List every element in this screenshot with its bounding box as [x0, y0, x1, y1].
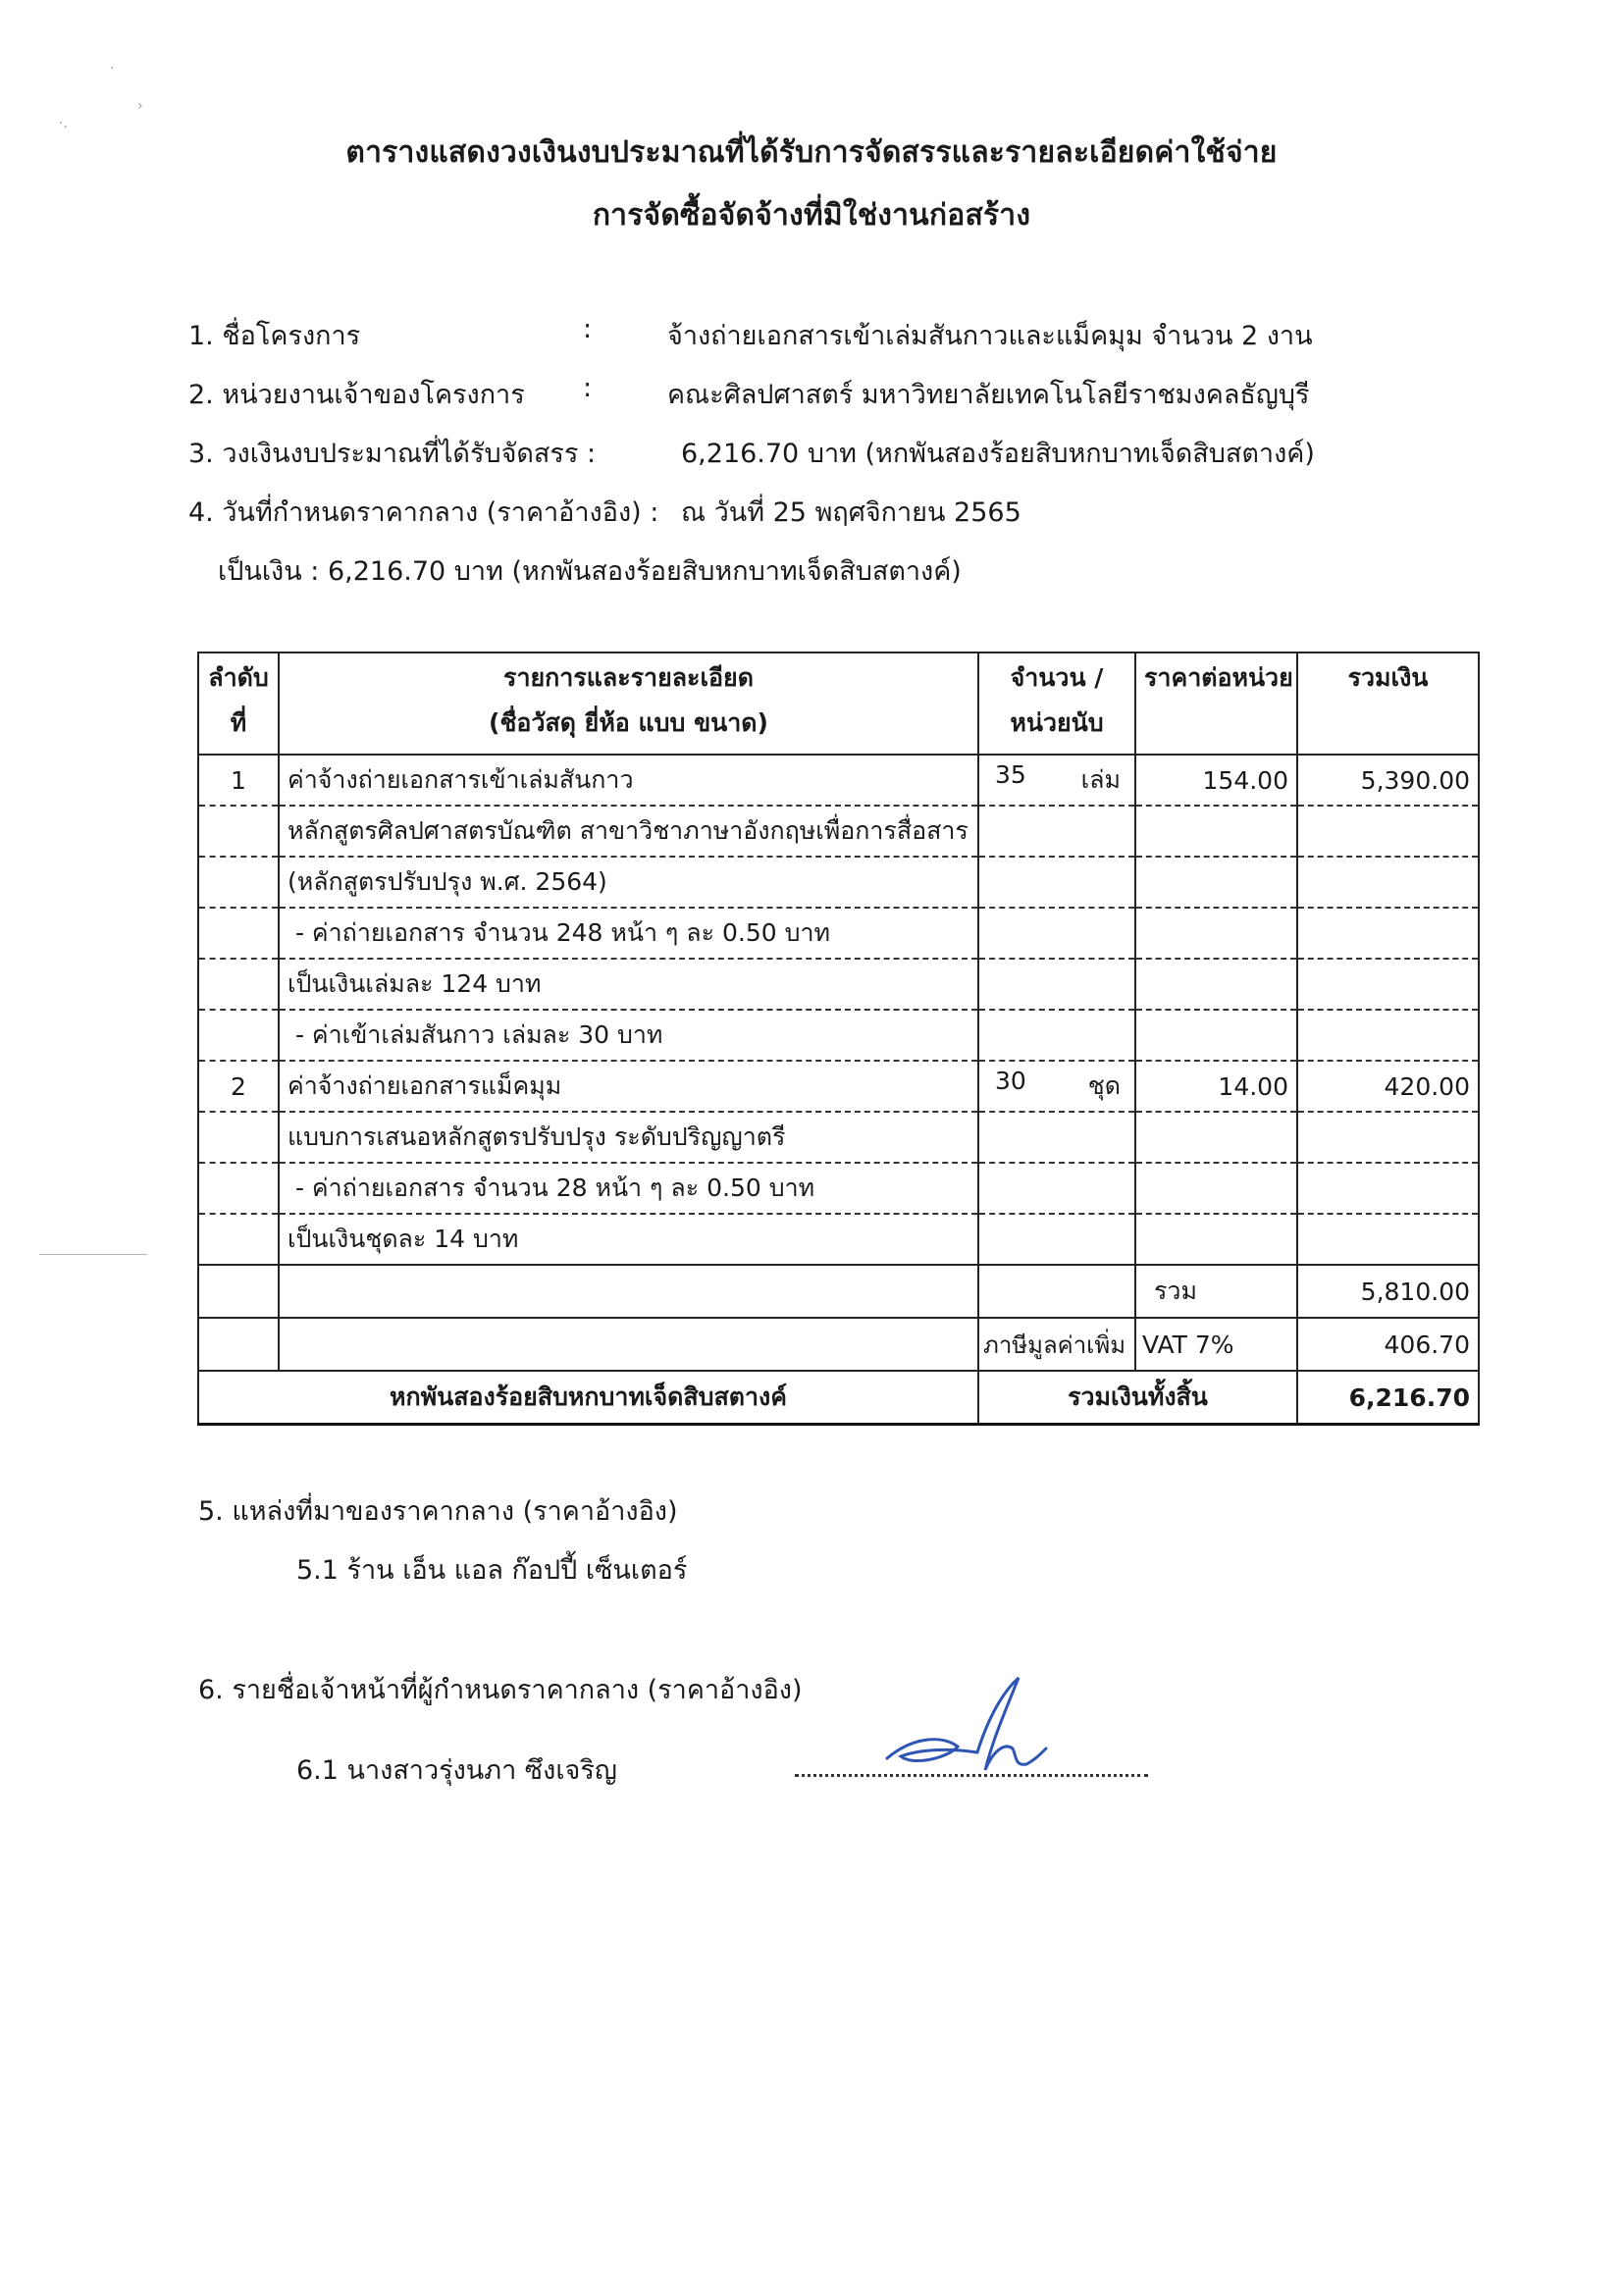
row-quantity-cell	[978, 857, 1135, 908]
row-total	[1297, 1163, 1479, 1214]
info-budget-label: 3. วงเงินงบประมาณที่ได้รับจัดสรร :	[188, 439, 597, 469]
row-unit: เล่ม	[1080, 765, 1121, 794]
scan-speck: ·.	[59, 116, 68, 131]
section6-heading: 6. รายชื่อเจ้าหน้าที่ผู้กำหนดราคากลาง (ราคาอ้างอิง)	[198, 1675, 803, 1705]
row-description: - ค่าถ่ายเอกสาร จำนวน 28 หน้า ๆ ละ 0.50 บาท	[279, 1163, 978, 1214]
row-no	[198, 806, 279, 857]
row-unit-price	[1135, 806, 1297, 857]
row-quantity-cell	[978, 908, 1135, 959]
table-row	[198, 1163, 1479, 1214]
row-quantity-cell	[978, 1112, 1135, 1163]
row-no	[198, 857, 279, 908]
table-row	[198, 1112, 1479, 1163]
grand-total-row	[198, 1371, 1479, 1425]
row-no	[198, 959, 279, 1010]
table-row	[198, 1061, 1479, 1112]
row-quantity-cell	[978, 1010, 1135, 1061]
info-amount: เป็นเงิน : 6,216.70 บาท (หกพันสองร้อยสิบหกบาทเจ็ดสิบสตางค์)	[218, 556, 962, 587]
vat-desc-cell	[279, 1318, 978, 1371]
row-quantity-cell	[978, 1214, 1135, 1265]
row-no: 1	[198, 755, 279, 806]
vat-no-cell	[198, 1318, 279, 1371]
scan-speck: ·	[110, 61, 115, 77]
header-desc-line2: (ชื่อวัสดุ ยี่ห้อ แบบ ขนาด)	[489, 708, 768, 737]
row-unit-price: 14.00	[1135, 1061, 1297, 1112]
subtotal-qty-cell	[978, 1265, 1135, 1318]
row-quantity-wrap	[979, 1067, 1134, 1106]
grand-total-words: หกพันสองร้อยสิบหกบาทเจ็ดสิบสตางค์	[198, 1371, 978, 1425]
section5-item: 5.1 ร้าน เอ็น แอล ก๊อปปี้ เซ็นเตอร์	[296, 1555, 688, 1586]
row-unit-price: 154.00	[1135, 755, 1297, 806]
info-project-label: 1. ชื่อโครงการ	[188, 321, 361, 351]
table-row	[198, 1214, 1479, 1265]
row-quantity-wrap	[979, 760, 1134, 800]
signature-icon	[883, 1668, 1060, 1786]
row-no	[198, 1214, 279, 1265]
row-quantity-cell	[978, 1061, 1135, 1112]
subtotal-no-cell	[198, 1265, 279, 1318]
row-total	[1297, 1112, 1479, 1163]
row-total	[1297, 959, 1479, 1010]
vat-row	[198, 1318, 1479, 1371]
table-row	[198, 755, 1479, 806]
row-unit: ชุด	[1087, 1071, 1121, 1100]
table-row	[198, 806, 1479, 857]
row-description: - ค่าถ่ายเอกสาร จำนวน 248 หน้า ๆ ละ 0.50 บาท	[279, 908, 978, 959]
table-row	[198, 908, 1479, 959]
subtotal-row	[198, 1265, 1479, 1318]
table-row	[198, 1010, 1479, 1061]
header-no	[198, 652, 279, 755]
header-no-line2: ที่	[230, 708, 247, 737]
row-unit-price	[1135, 1112, 1297, 1163]
row-no	[198, 1163, 279, 1214]
row-total	[1297, 857, 1479, 908]
subtotal-label: รวม	[1135, 1265, 1297, 1318]
info-date-value: ณ วันที่ 25 พฤศจิกายน 2565	[681, 497, 1021, 528]
table-header-row	[198, 652, 1479, 755]
row-quantity: 30	[995, 1067, 1026, 1095]
row-description: เป็นเงินเล่มละ 124 บาท	[279, 959, 978, 1010]
row-no: 2	[198, 1061, 279, 1112]
row-no	[198, 1010, 279, 1061]
row-description: (หลักสูตรปรับปรุง พ.ศ. 2564)	[279, 857, 978, 908]
row-unit-price	[1135, 959, 1297, 1010]
row-no	[198, 1112, 279, 1163]
grand-total-value: 6,216.70	[1297, 1371, 1479, 1425]
row-total	[1297, 908, 1479, 959]
header-total	[1297, 652, 1479, 755]
grand-total-label: รวมเงินทั้งสิ้น	[978, 1371, 1297, 1425]
row-quantity-cell	[978, 755, 1135, 806]
row-description: ค่าจ้างถ่ายเอกสารเข้าเล่มสันกาว	[279, 755, 978, 806]
header-no-line1: ลำดับ	[208, 663, 269, 692]
header-total-label: รวมเงิน	[1347, 663, 1429, 692]
vat-label-right: VAT 7%	[1135, 1318, 1297, 1371]
scan-speck: ›	[137, 98, 143, 114]
row-description: - ค่าเข้าเล่มสันกาว เล่มละ 30 บาท	[279, 1010, 978, 1061]
row-unit-price	[1135, 908, 1297, 959]
scan-edge-mark	[39, 1254, 147, 1255]
row-total: 5,390.00	[1297, 755, 1479, 806]
row-unit-price	[1135, 1214, 1297, 1265]
row-description: เป็นเงินชุดละ 14 บาท	[279, 1214, 978, 1265]
section6-item: 6.1 นางสาวรุ่งนภา ซึงเจริญ	[296, 1755, 617, 1786]
row-no	[198, 908, 279, 959]
header-unit-price-label: ราคาต่อหน่วย	[1144, 663, 1293, 692]
info-agency-sep: :	[583, 373, 593, 403]
subtotal-value: 5,810.00	[1297, 1265, 1479, 1318]
subtotal-desc-cell	[279, 1265, 978, 1318]
info-date-label: 4. วันที่กำหนดราคากลาง (ราคาอ้างอิง) :	[188, 497, 659, 528]
row-unit-price	[1135, 1010, 1297, 1061]
header-qty-line1: จำนวน /	[1010, 663, 1104, 692]
info-project-sep: :	[583, 314, 593, 344]
row-unit-price	[1135, 1163, 1297, 1214]
row-description: แบบการเสนอหลักสูตรปรับปรุง ระดับปริญญาตรี	[279, 1112, 978, 1163]
row-total	[1297, 806, 1479, 857]
row-quantity: 35	[995, 760, 1026, 789]
header-desc-line1: รายการและรายละเอียด	[503, 663, 754, 692]
row-unit-price	[1135, 857, 1297, 908]
row-quantity-cell	[978, 1163, 1135, 1214]
vat-label-left: ภาษีมูลค่าเพิ่ม	[978, 1318, 1135, 1371]
table-row	[198, 959, 1479, 1010]
document-subtitle: การจัดซื้อจัดจ้างที่มิใช่งานก่อสร้าง	[592, 198, 1031, 233]
table-row	[198, 857, 1479, 908]
header-unit-price	[1135, 652, 1297, 755]
vat-value: 406.70	[1297, 1318, 1479, 1371]
row-description: หลักสูตรศิลปศาสตรบัณฑิต สาขาวิชาภาษาอังกฤษเพื่อการสื่อสาร	[279, 806, 978, 857]
row-total	[1297, 1214, 1479, 1265]
row-total: 420.00	[1297, 1061, 1479, 1112]
document-title: ตารางแสดงวงเงินงบประมาณที่ได้รับการจัดสรรและรายละเอียดค่าใช้จ่าย	[345, 135, 1278, 170]
info-budget-value: 6,216.70 บาท (หกพันสองร้อยสิบหกบาทเจ็ดสิบสตางค์)	[681, 439, 1315, 469]
row-quantity-cell	[978, 959, 1135, 1010]
header-quantity	[978, 652, 1135, 755]
section5-heading: 5. แหล่งที่มาของราคากลาง (ราคาอ้างอิง)	[198, 1496, 678, 1527]
row-quantity-cell	[978, 806, 1135, 857]
info-agency-label: 2. หน่วยงานเจ้าของโครงการ	[188, 380, 525, 410]
info-project-value: จ้างถ่ายเอกสารเข้าเล่มสันกาวและแม็คมุม จำนวน 2 งาน	[667, 321, 1313, 351]
header-qty-line2: หน่วยนับ	[1010, 708, 1104, 737]
row-description: ค่าจ้างถ่ายเอกสารแม็คมุม	[279, 1061, 978, 1112]
budget-table	[197, 652, 1480, 1426]
row-total	[1297, 1010, 1479, 1061]
header-description	[279, 652, 978, 755]
info-agency-value: คณะศิลปศาสตร์ มหาวิทยาลัยเทคโนโลยีราชมงคลธัญบุรี	[667, 380, 1310, 410]
